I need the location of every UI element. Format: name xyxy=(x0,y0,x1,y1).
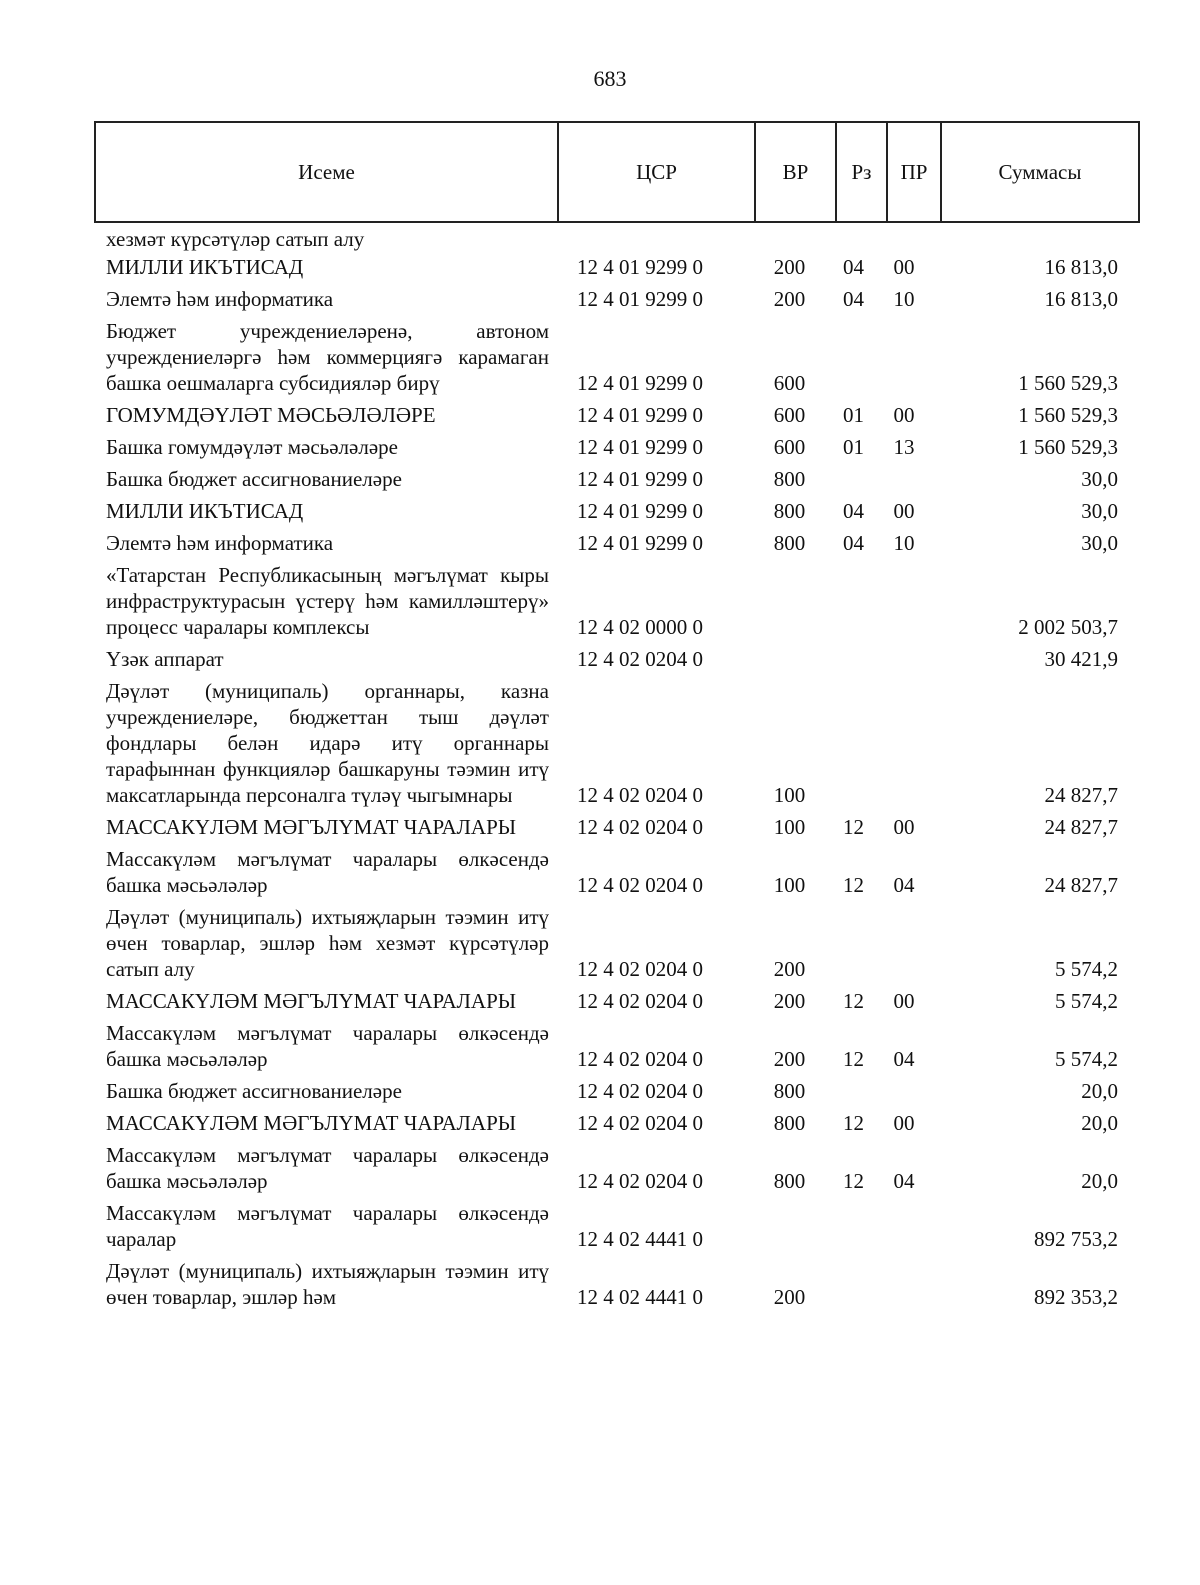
cell-sum: 16 813,0 xyxy=(1044,287,1118,311)
table-row xyxy=(94,1078,1126,1104)
table-row xyxy=(94,286,1126,312)
cell-name: МАССАКҮЛӘМ МӘГЪЛҮМАТ ЧАРАЛАРЫ xyxy=(106,1111,517,1135)
cell-name: Массакүләм мәгълүмат чаралары өлкәсендә башка мәсьәләләр xyxy=(106,847,549,897)
cell-csr: 12 4 02 0204 0 xyxy=(577,1111,703,1135)
header-sum: Суммасы xyxy=(941,122,1139,222)
cell-sum: 892 353,2 xyxy=(1034,1285,1118,1309)
cell-csr: 12 4 02 0204 0 xyxy=(577,1047,703,1071)
cell-pr: 10 xyxy=(893,531,915,555)
table-row xyxy=(94,678,1126,808)
cell-vr: 800 xyxy=(773,467,806,491)
table-row xyxy=(94,1200,1126,1252)
header-vr: ВР xyxy=(755,122,836,222)
cell-sum: 20,0 xyxy=(1081,1169,1118,1193)
cell-pr: 00 xyxy=(893,499,915,523)
cell-rz: 12 xyxy=(843,1047,864,1071)
cell-name: Дәүләт (муниципаль) ихтыяҗларын тәэмин итү өчен товарлар, эшләр һәм хезмәт күрсәтүләр сатып алу xyxy=(106,905,549,981)
cell-rz: 12 xyxy=(843,1111,864,1135)
cell-pr: 04 xyxy=(893,1169,915,1193)
cell-csr: 12 4 02 0204 0 xyxy=(577,873,703,897)
cell-csr: 12 4 02 0204 0 xyxy=(577,1169,703,1193)
cell-pr: 00 xyxy=(893,403,915,427)
table-row xyxy=(94,318,1126,396)
cell-vr: 800 xyxy=(773,1111,806,1135)
cell-csr: 12 4 01 9299 0 xyxy=(577,531,703,555)
cell-rz: 01 xyxy=(843,403,864,427)
cell-csr: 12 4 02 0000 0 xyxy=(577,615,703,639)
table-header xyxy=(94,121,1140,223)
cell-vr: 100 xyxy=(773,783,806,807)
table-row xyxy=(94,434,1126,460)
cell-name: Массакүләм мәгълүмат чаралары өлкәсендә башка мәсьәләләр xyxy=(106,1143,549,1193)
cell-pr: 04 xyxy=(893,1047,915,1071)
cell-csr: 12 4 01 9299 0 xyxy=(577,287,703,311)
cell-vr: 800 xyxy=(773,1169,806,1193)
cell-rz: 04 xyxy=(843,287,864,311)
table-row xyxy=(94,1142,1126,1194)
cell-rz: 01 xyxy=(843,435,864,459)
cell-sum: 1 560 529,3 xyxy=(1018,371,1118,395)
cell-vr: 200 xyxy=(773,957,806,981)
table-row xyxy=(94,1258,1126,1310)
table-row xyxy=(94,562,1126,640)
page-number: 683 xyxy=(593,66,627,91)
cell-vr: 200 xyxy=(773,989,806,1013)
header-name: Исеме xyxy=(95,122,558,222)
cell-rz: 04 xyxy=(843,531,864,555)
cell-name: Дәүләт (муниципаль) ихтыяҗларын тәэмин итү өчен товарлар, эшләр һәм xyxy=(106,1259,549,1309)
cell-sum: 24 827,7 xyxy=(1044,873,1118,897)
cell-rz: 04 xyxy=(843,499,864,523)
cell-vr: 200 xyxy=(773,255,806,279)
cell-csr: 12 4 02 0204 0 xyxy=(577,989,703,1013)
cell-pr: 10 xyxy=(893,287,915,311)
cell-name: Үзәк аппарат xyxy=(106,647,224,671)
cell-name: МИЛЛИ ИКЪТИСАД xyxy=(106,499,304,523)
table-row xyxy=(94,466,1126,492)
cell-sum: 30,0 xyxy=(1081,499,1118,523)
table-row xyxy=(94,254,1126,280)
cell-sum: 30,0 xyxy=(1081,467,1118,491)
cell-name: Массакүләм мәгълүмат чаралары өлкәсендә чаралар xyxy=(106,1201,549,1251)
table-body xyxy=(94,226,1126,1316)
cell-name: МАССАКҮЛӘМ МӘГЪЛҮМАТ ЧАРАЛАРЫ xyxy=(106,989,517,1013)
table-row xyxy=(94,1110,1126,1136)
cell-rz: 04 xyxy=(843,255,864,279)
cell-csr: 12 4 01 9299 0 xyxy=(577,371,703,395)
cell-pr: 04 xyxy=(893,873,915,897)
cell-sum: 16 813,0 xyxy=(1044,255,1118,279)
cell-csr: 12 4 02 0204 0 xyxy=(577,647,703,671)
cell-csr: 12 4 02 0204 0 xyxy=(577,957,703,981)
cell-csr: 12 4 02 0204 0 xyxy=(577,815,703,839)
cell-vr: 200 xyxy=(773,1285,806,1309)
cell-pr: 00 xyxy=(893,1111,915,1135)
cell-rz: 12 xyxy=(843,873,864,897)
cell-sum: 2 002 503,7 xyxy=(1018,615,1118,639)
cell-name: Бюджет учреждениеләренә, автоном учреждениеләргә һәм коммерциягә карамаган башка оешмаларга субсидияләр бирү xyxy=(106,319,549,395)
table-row xyxy=(94,904,1126,982)
cell-sum: 5 574,2 xyxy=(1055,957,1118,981)
cell-name: Массакүләм мәгълүмат чаралары өлкәсендә башка мәсьәләләр xyxy=(106,1021,549,1071)
cell-name: Элемтә һәм информатика xyxy=(106,531,334,555)
cell-csr: 12 4 01 9299 0 xyxy=(577,499,703,523)
cell-sum: 20,0 xyxy=(1081,1111,1118,1135)
cell-name: хезмәт күрсәтүләр сатып алу xyxy=(106,227,365,251)
cell-rz: 12 xyxy=(843,815,864,839)
header-csr: ЦСР xyxy=(558,122,755,222)
cell-sum: 24 827,7 xyxy=(1044,783,1118,807)
cell-vr: 600 xyxy=(773,371,806,395)
cell-vr: 100 xyxy=(773,873,806,897)
table-row xyxy=(94,1020,1126,1072)
table-row xyxy=(94,846,1126,898)
cell-rz: 12 xyxy=(843,1169,864,1193)
cell-name: ГОМУМДӘҮЛӘТ МӘСЬӘЛӘЛӘРЕ xyxy=(106,403,436,427)
cell-vr: 200 xyxy=(773,1047,806,1071)
cell-name: МИЛЛИ ИКЪТИСАД xyxy=(106,255,304,279)
cell-pr: 00 xyxy=(893,989,915,1013)
cell-vr: 800 xyxy=(773,531,806,555)
cell-name: Башка гомумдәүләт мәсьәләләре xyxy=(106,435,398,459)
cell-sum: 1 560 529,3 xyxy=(1018,435,1118,459)
cell-vr: 600 xyxy=(773,403,806,427)
table-row xyxy=(94,530,1126,556)
cell-sum: 5 574,2 xyxy=(1055,989,1118,1013)
cell-csr: 12 4 02 0204 0 xyxy=(577,1079,703,1103)
table-row xyxy=(94,226,1126,252)
cell-csr: 12 4 01 9299 0 xyxy=(577,403,703,427)
table-row xyxy=(94,814,1126,840)
table-row xyxy=(94,402,1126,428)
cell-vr: 600 xyxy=(773,435,806,459)
table-row xyxy=(94,646,1126,672)
cell-csr: 12 4 01 9299 0 xyxy=(577,435,703,459)
cell-vr: 100 xyxy=(773,815,806,839)
cell-csr: 12 4 02 4441 0 xyxy=(577,1285,703,1309)
cell-pr: 00 xyxy=(893,815,915,839)
cell-name: Башка бюджет ассигнованиеләре xyxy=(106,1079,402,1103)
table-row xyxy=(94,988,1126,1014)
cell-sum: 5 574,2 xyxy=(1055,1047,1118,1071)
cell-name: Башка бюджет ассигнованиеләре xyxy=(106,467,402,491)
cell-pr: 13 xyxy=(893,435,915,459)
header-pr: ПР xyxy=(887,122,941,222)
cell-csr: 12 4 01 9299 0 xyxy=(577,255,703,279)
cell-csr: 12 4 02 4441 0 xyxy=(577,1227,703,1251)
cell-vr: 800 xyxy=(773,1079,806,1103)
cell-sum: 30,0 xyxy=(1081,531,1118,555)
cell-rz: 12 xyxy=(843,989,864,1013)
table-row xyxy=(94,498,1126,524)
header-rz: Рз xyxy=(836,122,887,222)
cell-pr: 00 xyxy=(893,255,915,279)
cell-vr: 800 xyxy=(773,499,806,523)
cell-sum: 30 421,9 xyxy=(1044,647,1118,671)
cell-name: Дәүләт (муниципаль) органнары, казна учреждениеләре, бюджеттан тыш дәүләт фондлары белән идарә итү органнары тарафыннан функцияләр башкаруны тәэмин итү максатларында персоналга түләү чыгымнары xyxy=(106,679,549,807)
cell-sum: 892 753,2 xyxy=(1034,1227,1118,1251)
cell-sum: 1 560 529,3 xyxy=(1018,403,1118,427)
cell-name: МАССАКҮЛӘМ МӘГЪЛҮМАТ ЧАРАЛАРЫ xyxy=(106,815,517,839)
cell-vr: 200 xyxy=(773,287,806,311)
cell-name: Элемтә һәм информатика xyxy=(106,287,334,311)
cell-name: «Татарстан Республикасының мәгълүмат кыры инфраструктурасын үстерү һәм камилләштерү» процесс чаралары комплексы xyxy=(106,563,549,639)
cell-csr: 12 4 01 9299 0 xyxy=(577,467,703,491)
cell-csr: 12 4 02 0204 0 xyxy=(577,783,703,807)
cell-sum: 20,0 xyxy=(1081,1079,1118,1103)
cell-sum: 24 827,7 xyxy=(1044,815,1118,839)
